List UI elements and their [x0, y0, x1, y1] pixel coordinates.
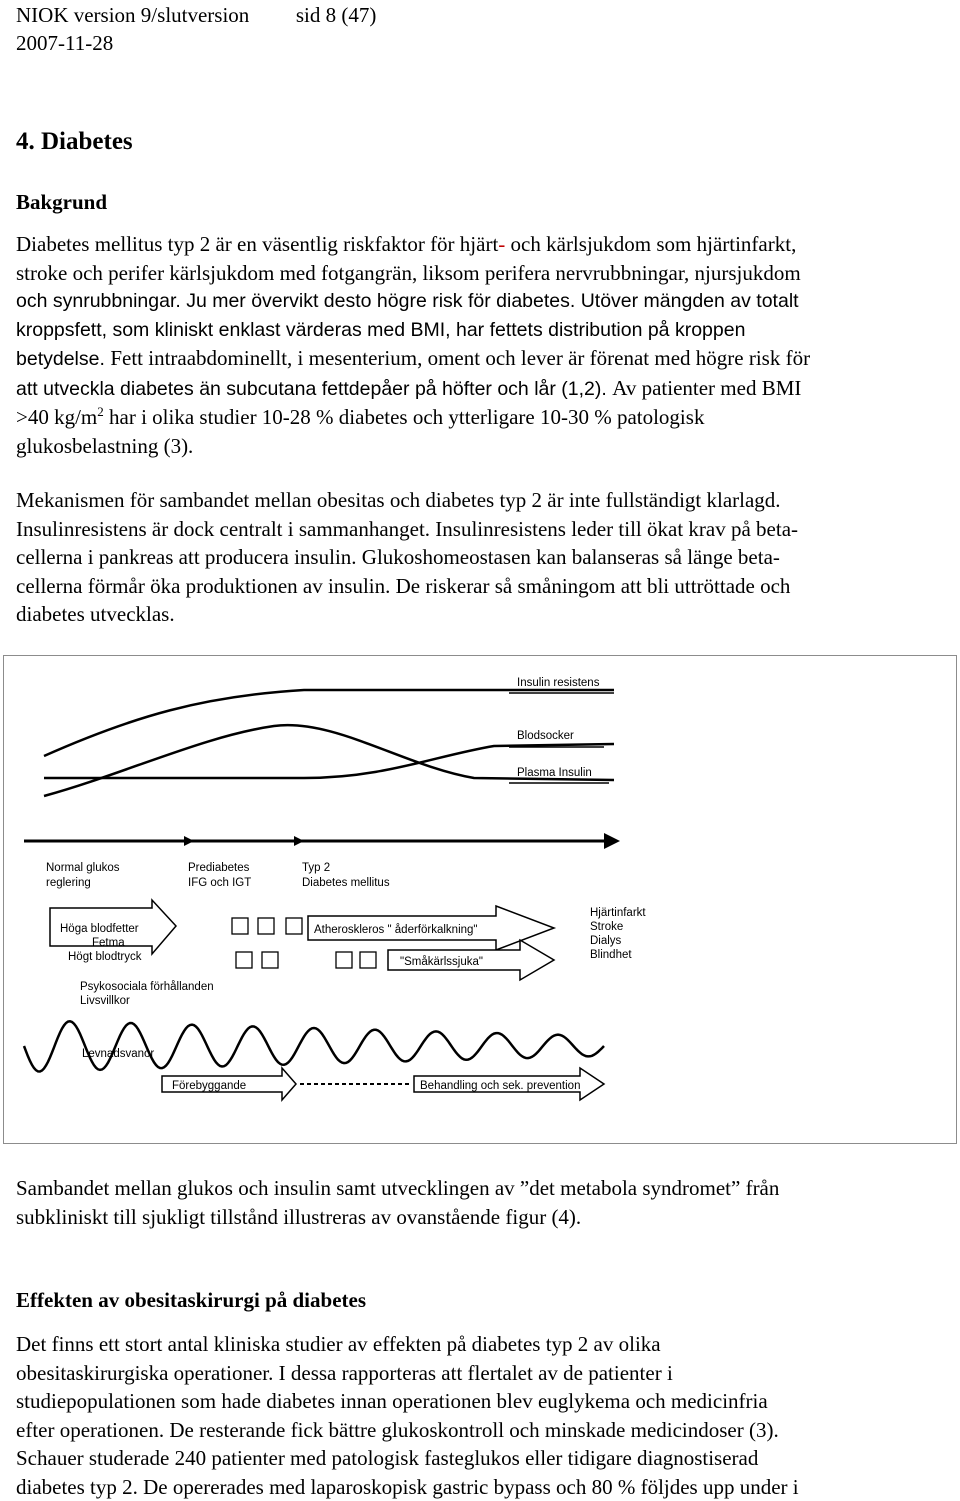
text-line: betydelse. Fett intraabdominellt, i mesenterium, oment och lever är förenat med högre risk för — [16, 344, 944, 374]
text-line: glukosbelastning (3). — [16, 432, 944, 461]
text-line: kroppsfett, som kliniskt enklast värderas med BMI, har fettets distribution på kroppen — [16, 316, 944, 345]
figure-diagram — [4, 656, 956, 1143]
text-line: och synrubbningar. Ju mer övervikt desto högre risk för diabetes. Utöver mängden av totalt — [16, 287, 944, 316]
risk-factor-item: Höga blodfetter — [60, 923, 139, 935]
type2-label: Typ 2 — [302, 862, 330, 874]
progression-square — [262, 952, 278, 968]
text-line: subkliniskt till sjukligt tillstånd illustreras av ovanstående figur (4). — [16, 1203, 944, 1232]
text-line: studiepopulationen som hade diabetes innan operationen blev euglykema och medicinfria — [16, 1387, 944, 1416]
background-heading: Bakgrund — [16, 190, 107, 215]
normal-glucose-label: Normal glukos — [46, 862, 120, 874]
text-line: diabetes typ 2. De opererades med laparoskopisk gastric bypass och 80 % följdes upp under i — [16, 1473, 944, 1501]
progression-square — [232, 918, 248, 934]
treatment-label: Behandling och sek. prevention — [420, 1080, 580, 1092]
surgery-heading: Effekten av obesitaskirurgi på diabetes — [16, 1288, 366, 1313]
psychosocial-label: Psykosociala förhållanden — [80, 981, 214, 993]
text-line: cellerna förmår öka produktionen av insulin. De riskerar så småningom att bli uttröttade och — [16, 572, 944, 601]
text-line: obesitaskirurgiska operationer. I dessa rapporteras att flertalet av de patienter i — [16, 1359, 944, 1388]
text-line: efter operationen. De resterande fick bättre glukoskontroll och minskade medicindoser (3). — [16, 1416, 944, 1445]
text-line: diabetes utvecklas. — [16, 600, 944, 629]
progression-square — [258, 918, 274, 934]
outcome-item: Dialys — [590, 935, 622, 947]
document-date: 2007-11-28 — [16, 30, 113, 56]
background-paragraph-1 — [16, 230, 944, 460]
progression-square — [336, 952, 352, 968]
prediabetes-label-2: IFG och IGT — [188, 877, 251, 889]
metabolic-syndrome-figure — [3, 655, 957, 1144]
page-number: sid 8 (47) — [296, 3, 377, 27]
lifestyle-label: Levnadsvanor — [82, 1048, 154, 1060]
small-vessel-label: "Småkärlssjuka" — [400, 956, 483, 968]
text-line: stroke och perifer kärlsjukdom med fotgangrän, liksom perifera nervrubbningar, njursjukdom — [16, 259, 944, 288]
section-title: 4. Diabetes — [16, 128, 133, 156]
psychosocial-label-2: Livsvillkor — [80, 995, 130, 1007]
type2-label-2: Diabetes mellitus — [302, 877, 390, 889]
text-line: Schauer studerade 240 patienter med patologisk fasteglukos eller tidigare diagnostiserad — [16, 1444, 944, 1473]
text-line: >40 $kg/m^2$ har i olika studier 10-28 % diabetes och ytterligare 10-30 % patologisk — [16, 403, 944, 432]
surgery-paragraph — [16, 1330, 944, 1501]
text-line: Diabetes mellitus typ 2 är en väsentlig riskfaktor för hjärt- och kärlsjukdom som hjärtinfarkt, — [16, 230, 944, 259]
page-header-row — [16, 2, 376, 28]
outcome-item: Blindhet — [590, 949, 632, 961]
lifestyle-wave — [24, 1021, 604, 1071]
progression-square — [286, 918, 302, 934]
arrowhead-icon — [294, 836, 304, 846]
normal-glucose-label-2: reglering — [46, 877, 91, 889]
text-line: Mekanismen för sambandet mellan obesitas och diabetes typ 2 är inte fullständigt klarlagd. — [16, 486, 944, 515]
text-line: cellerna i pankreas att producera insulin. Glukoshomeostasen kan balanseras så länge beta- — [16, 543, 944, 572]
text-line: Det finns ett stort antal kliniska studier av effekten på diabetes typ 2 av olika — [16, 1330, 944, 1359]
insulin-resistance-label: Insulin resistens — [517, 677, 600, 689]
risk-factor-item: Fetma — [92, 937, 125, 949]
progression-square — [236, 952, 252, 968]
outcome-item: Stroke — [590, 921, 623, 933]
outcome-item: Hjärtinfarkt — [590, 907, 646, 919]
prevention-label: Förebyggande — [172, 1080, 246, 1092]
text-line: att utveckla diabetes än subcutana fettdepåer på höfter och lår (1,2). Av patienter med BMI — [16, 374, 944, 404]
atherosclerosis-label: Atheroskleros " åderförkalkning" — [314, 924, 478, 936]
prediabetes-label: Prediabetes — [188, 862, 250, 874]
blood-sugar-label: Blodsocker — [517, 730, 574, 742]
progression-square — [360, 952, 376, 968]
plasma-insulin-label: Plasma Insulin — [517, 767, 592, 779]
text-line: Insulinresistens är dock centralt i sammanhanget. Insulinresistens leder till ökat krav på beta- — [16, 515, 944, 544]
document-version: NIOK version 9/slutversion — [16, 3, 249, 27]
risk-factor-item: Högt blodtryck — [68, 951, 142, 963]
figure-caption — [16, 1174, 944, 1231]
text-line: Sambandet mellan glukos och insulin samt utvecklingen av ”det metabola syndromet” från — [16, 1174, 944, 1203]
arrowhead-icon — [604, 833, 620, 849]
background-paragraph-2 — [16, 486, 944, 629]
arrowhead-icon — [184, 836, 194, 846]
